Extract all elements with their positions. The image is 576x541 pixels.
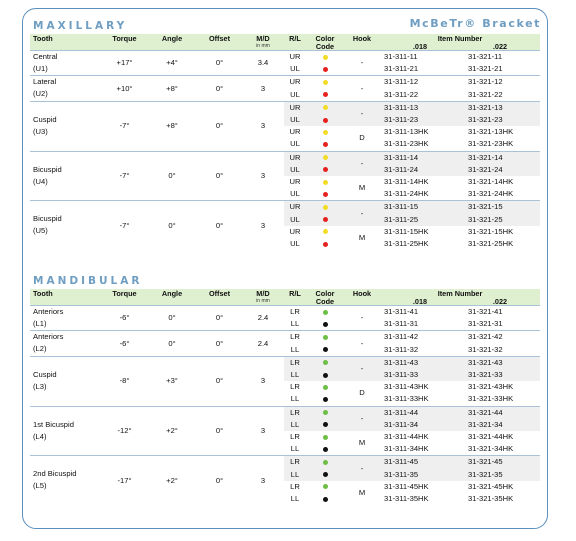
rl-value: UR [284, 151, 306, 164]
torque-value: -7° [102, 101, 147, 151]
item-018: 31-311-32 [384, 344, 419, 354]
header-torque: Torque [102, 289, 147, 298]
angle-value: +8° [147, 76, 197, 101]
color-dot-green [323, 310, 328, 315]
offset-value: 0° [197, 331, 242, 356]
item-018: 31-311-44HK [384, 432, 429, 442]
item-018: 31-311-35 [380, 469, 460, 481]
color-dot-black [323, 347, 328, 352]
md-value: 3 [242, 406, 284, 456]
rl-value: UL [290, 89, 300, 99]
rl-value: LR [284, 406, 306, 419]
item-022: 31-321-23HK [468, 139, 514, 149]
header-rl: R/L [284, 34, 306, 43]
header-md: M/D [242, 289, 284, 298]
table-row [30, 76, 540, 89]
header-item-018: .018 [380, 298, 460, 306]
color-dot-black [323, 322, 328, 327]
color-code-cell [306, 419, 344, 431]
torque-value: -12° [102, 406, 147, 456]
color-code-cell [306, 481, 344, 493]
rl-value: UL [290, 189, 300, 199]
hook-value: - [344, 306, 380, 331]
item-018: 31-311-25 [380, 214, 460, 226]
color-code-cell [306, 51, 344, 64]
color-code-cell [306, 406, 344, 419]
md-value: 3 [242, 201, 284, 250]
hook-value: - [344, 456, 380, 481]
color-dot-green [323, 435, 328, 440]
hook-value: M [358, 183, 366, 193]
item-022: 31-321-45HK [468, 481, 514, 491]
color-dot-yellow [323, 205, 328, 210]
color-code-cell [306, 138, 344, 151]
item-018: 31-311-43 [380, 356, 460, 369]
item-018: 31-311-45HK [384, 481, 429, 491]
item-018: 31-311-42 [380, 331, 460, 344]
table-row [30, 331, 540, 344]
item-018: 31-311-13 [380, 101, 460, 114]
color-code-cell [306, 318, 344, 331]
rl-value: LL [290, 494, 300, 504]
color-dot-black [323, 422, 328, 427]
tooth-code: (L3) [33, 381, 47, 391]
item-022: 31-321-41 [460, 306, 540, 319]
header-hook: Hook [344, 289, 380, 298]
color-dot-yellow [323, 155, 328, 160]
offset-value: 0° [197, 51, 242, 76]
color-code-cell [306, 456, 344, 469]
tooth-code: (L5) [33, 481, 47, 491]
header-angle: Angle [147, 34, 197, 43]
tooth-code: (L1) [33, 319, 47, 328]
torque-value: +10° [102, 76, 147, 101]
rl-value: LL [290, 444, 300, 454]
item-018: 31-311-12 [380, 76, 460, 89]
header-md-unit: in mm [242, 298, 284, 306]
rl-value: UR [284, 51, 306, 64]
header-tooth: Tooth [30, 34, 102, 43]
color-code-cell [306, 214, 344, 226]
item-022: 31-321-33HK [468, 394, 514, 404]
angle-value: +2° [147, 406, 197, 456]
color-code-cell [306, 151, 344, 164]
item-018: 31-311-31 [384, 319, 419, 329]
color-dot-red [323, 118, 328, 123]
table-row [30, 306, 540, 319]
item-022: 31-321-13 [460, 101, 540, 114]
header-item-022: .022 [460, 298, 540, 306]
angle-value: 0° [147, 201, 197, 250]
color-dot-green [323, 410, 328, 415]
table-row [30, 201, 540, 214]
hook-value: - [344, 51, 380, 76]
item-022: 31-321-34HK [468, 444, 514, 454]
item-018: 31-311-35HK [384, 494, 429, 504]
header-md-unit: in mm [242, 43, 284, 51]
torque-value: -6° [102, 306, 147, 331]
offset-value: 0° [197, 306, 242, 331]
md-value: 3 [242, 456, 284, 505]
hook-value: M [358, 438, 366, 448]
item-018: 31-311-33HK [384, 394, 429, 404]
tooth-name: Central [33, 52, 58, 61]
item-018: 31-311-14 [380, 151, 460, 164]
md-value: 2.4 [242, 331, 284, 356]
rl-value: LR [290, 481, 300, 491]
color-code-cell [306, 76, 344, 89]
hook-value: - [344, 356, 380, 381]
rl-value: UL [290, 64, 300, 74]
offset-value: 0° [197, 76, 242, 101]
item-022: 31-321-11 [460, 51, 540, 64]
table-row [30, 456, 540, 469]
hook-value: D [359, 133, 365, 143]
item-022: 31-321-14 [460, 151, 540, 164]
rl-value: LL [284, 419, 306, 431]
item-018: 31-311-33 [380, 369, 460, 381]
item-022: 31-321-43 [460, 356, 540, 369]
tooth-cell [30, 406, 102, 456]
color-dot-yellow [323, 180, 328, 185]
rl-value: UR [284, 76, 306, 89]
color-dot-red [323, 192, 328, 197]
item-022: 31-321-15 [460, 201, 540, 214]
header-hook: Hook [344, 34, 380, 43]
tooth-code: (U4) [33, 176, 48, 186]
header-rl: R/L [284, 289, 306, 298]
rl-value: LL [290, 319, 300, 329]
offset-value: 0° [197, 456, 242, 505]
tooth-code: (L4) [33, 431, 47, 441]
rl-value: UR [289, 127, 301, 137]
header-offset: Offset [197, 289, 242, 298]
item-018: 31-311-22 [384, 89, 419, 99]
item-022: 31-321-34 [460, 419, 540, 431]
table-row [30, 151, 540, 164]
header-torque: Torque [102, 34, 147, 43]
color-dot-red [323, 92, 328, 97]
tooth-cell [30, 356, 102, 406]
hook-value: M [358, 487, 366, 497]
item-022: 31-321-33 [460, 369, 540, 381]
color-dot-green [323, 484, 328, 489]
angle-value: +3° [147, 356, 197, 406]
tooth-code: (U3) [33, 126, 48, 136]
angle-value: +4° [147, 51, 197, 76]
hook-value: - [344, 331, 380, 356]
rl-value: LR [284, 356, 306, 369]
color-code-cell [306, 443, 344, 456]
color-dot-black [323, 497, 328, 502]
color-code-cell [306, 126, 344, 138]
item-022: 31-321-24 [460, 164, 540, 176]
color-dot-red [323, 242, 328, 247]
rl-value: UL [290, 239, 300, 249]
color-dot-black [323, 447, 328, 452]
table-row [30, 101, 540, 114]
color-dot-red [323, 67, 328, 72]
angle-value: +8° [147, 101, 197, 151]
mandibular-title: MANDIBULAR [33, 275, 143, 287]
tooth-code: (L2) [33, 344, 47, 354]
tooth-name: Anteriors [33, 332, 64, 342]
color-code-cell [306, 369, 344, 381]
hook-value: - [344, 201, 380, 226]
torque-value: +17° [102, 51, 147, 76]
header-tooth: Tooth [30, 289, 102, 298]
tooth-code: (U1) [33, 64, 48, 73]
item-018: 31-311-15HK [384, 226, 429, 236]
tooth-name: Bicuspid [33, 164, 62, 174]
mandibular-table [30, 289, 540, 505]
item-022: 31-321-43HK [468, 382, 514, 392]
item-022: 31-321-13HK [468, 127, 514, 137]
hook-value: D [359, 388, 365, 398]
item-018: 31-311-34HK [384, 444, 429, 454]
color-dot-yellow [323, 229, 328, 234]
item-022: 31-321-25HK [468, 239, 514, 249]
color-dot-green [323, 360, 328, 365]
item-022: 31-321-35HK [468, 494, 514, 504]
color-code-cell [306, 226, 344, 238]
tooth-code: (U5) [33, 226, 48, 236]
tooth-cell [30, 76, 102, 101]
tooth-cell [30, 456, 102, 505]
header-color-code: Color [306, 34, 344, 43]
item-018: 31-311-45 [380, 456, 460, 469]
item-022: 31-321-12 [460, 76, 540, 89]
maxillary-body [30, 51, 540, 251]
offset-value: 0° [197, 356, 242, 406]
item-018: 31-311-15 [380, 201, 460, 214]
rl-value: LL [284, 369, 306, 381]
tooth-name: Cuspid [33, 114, 57, 124]
color-code-cell [306, 101, 344, 114]
torque-value: -6° [102, 331, 147, 356]
color-dot-green [323, 460, 328, 465]
color-dot-yellow [323, 130, 328, 135]
offset-value: 0° [197, 406, 242, 456]
item-018: 31-311-21 [384, 64, 419, 74]
tooth-cell [30, 101, 102, 151]
offset-value: 0° [197, 201, 242, 250]
header-offset: Offset [197, 34, 242, 43]
item-022: 31-321-35 [460, 469, 540, 481]
item-018: 31-311-41 [380, 306, 460, 319]
tooth-cell [30, 331, 102, 356]
item-018: 31-311-13HK [384, 127, 429, 137]
header-angle: Angle [147, 289, 197, 298]
angle-value: 0° [147, 331, 197, 356]
tooth-name: 2nd Bicuspid [33, 469, 77, 479]
item-022: 31-321-42 [460, 331, 540, 344]
item-018: 31-311-23 [380, 114, 460, 126]
offset-value: 0° [197, 151, 242, 201]
rl-value: LL [290, 344, 300, 354]
item-022: 31-321-25 [460, 214, 540, 226]
item-022: 31-321-45 [460, 456, 540, 469]
rl-value: UL [284, 164, 306, 176]
item-022: 31-321-23 [460, 114, 540, 126]
color-code-cell [306, 201, 344, 214]
rl-value: LR [284, 306, 306, 319]
rl-value: LL [284, 469, 306, 481]
tooth-cell [30, 51, 102, 76]
color-dot-yellow [323, 105, 328, 110]
header-item-018: .018 [380, 43, 460, 51]
item-022: 31-321-21 [468, 64, 503, 74]
item-022: 31-321-14HK [468, 177, 514, 187]
md-value: 3.4 [242, 51, 284, 76]
color-code-cell [306, 114, 344, 126]
color-dot-black [323, 373, 328, 378]
color-code-cell [306, 176, 344, 188]
table-row [30, 51, 540, 64]
torque-value: -8° [102, 356, 147, 406]
torque-value: -17° [102, 456, 147, 505]
color-code-cell [306, 63, 344, 76]
rl-value: LR [284, 331, 306, 344]
color-code-cell [306, 306, 344, 319]
tooth-code: (U2) [33, 89, 48, 99]
color-dot-black [323, 397, 328, 402]
rl-value: UR [289, 226, 301, 236]
rl-value: UR [284, 201, 306, 214]
color-code-cell [306, 238, 344, 250]
color-code-cell [306, 331, 344, 344]
torque-value: -7° [102, 151, 147, 201]
item-022: 31-321-32 [468, 344, 503, 354]
color-code-cell [306, 381, 344, 393]
item-018: 31-311-43HK [384, 382, 429, 392]
item-018: 31-311-34 [380, 419, 460, 431]
item-018: 31-311-14HK [384, 177, 429, 187]
maxillary-title: MAXILLARY [33, 20, 128, 32]
item-022: 31-321-15HK [468, 226, 514, 236]
color-code-cell [306, 393, 344, 406]
bracket-spec-card [22, 8, 548, 529]
rl-value: UR [289, 177, 301, 187]
tooth-cell [30, 151, 102, 201]
color-code-cell [306, 188, 344, 201]
color-code-cell [306, 344, 344, 357]
rl-value: UL [284, 114, 306, 126]
rl-value: LR [290, 432, 300, 442]
maxillary-table [30, 34, 540, 250]
header-item-number: Item Number [380, 34, 540, 43]
brand-title: McBeTr® Bracket [409, 17, 541, 30]
item-018: 31-311-24HK [384, 189, 429, 199]
color-code-cell [306, 89, 344, 102]
md-value: 3 [242, 101, 284, 151]
hook-value: - [344, 101, 380, 126]
header-color-code-2: Code [306, 43, 344, 51]
rl-value: UR [284, 101, 306, 114]
tooth-name: Cuspid [33, 369, 57, 379]
tooth-cell [30, 306, 102, 331]
header-md: M/D [242, 34, 284, 43]
hook-value: - [344, 406, 380, 431]
item-018: 31-311-23HK [384, 139, 429, 149]
rl-value: UL [290, 139, 300, 149]
hook-value: - [344, 76, 380, 101]
rl-value: LR [284, 456, 306, 469]
angle-value: +2° [147, 456, 197, 505]
header-item-022: .022 [460, 43, 540, 51]
color-dot-red [323, 167, 328, 172]
tooth-cell [30, 201, 102, 250]
color-dot-red [323, 142, 328, 147]
item-022: 31-321-44HK [468, 432, 514, 442]
color-dot-black [323, 472, 328, 477]
md-value: 3 [242, 151, 284, 201]
color-dot-green [323, 385, 328, 390]
rl-value: UL [284, 214, 306, 226]
md-value: 3 [242, 76, 284, 101]
color-code-cell [306, 164, 344, 176]
md-value: 2.4 [242, 306, 284, 331]
color-dot-yellow [323, 80, 328, 85]
color-dot-yellow [323, 55, 328, 60]
md-value: 3 [242, 356, 284, 406]
offset-value: 0° [197, 101, 242, 151]
item-018: 31-311-44 [380, 406, 460, 419]
color-dot-green [323, 335, 328, 340]
color-code-cell [306, 493, 344, 505]
color-code-cell [306, 356, 344, 369]
color-dot-red [323, 217, 328, 222]
rl-value: LL [290, 394, 300, 404]
color-code-cell [306, 431, 344, 443]
header-item-number: Item Number [380, 289, 540, 298]
tooth-name: 1st Bicuspid [33, 419, 74, 429]
tooth-name: Bicuspid [33, 214, 62, 224]
header-color-code: Color [306, 289, 344, 298]
item-018: 31-311-24 [380, 164, 460, 176]
item-022: 31-321-22 [468, 89, 503, 99]
tooth-name: Anteriors [33, 307, 64, 316]
item-018: 31-311-11 [380, 51, 460, 64]
mandibular-body [30, 306, 540, 506]
hook-value: - [344, 151, 380, 176]
color-code-cell [306, 469, 344, 481]
item-022: 31-321-24HK [468, 189, 514, 199]
angle-value: 0° [147, 306, 197, 331]
tooth-name: Lateral [33, 77, 57, 87]
item-018: 31-311-25HK [384, 239, 429, 249]
hook-value: M [358, 232, 366, 242]
rl-value: LR [290, 382, 300, 392]
torque-value: -7° [102, 201, 147, 250]
item-022: 31-321-31 [468, 319, 503, 329]
header-color-code-2: Code [306, 298, 344, 306]
table-row [30, 356, 540, 369]
angle-value: 0° [147, 151, 197, 201]
item-022: 31-321-44 [460, 406, 540, 419]
table-row [30, 406, 540, 419]
